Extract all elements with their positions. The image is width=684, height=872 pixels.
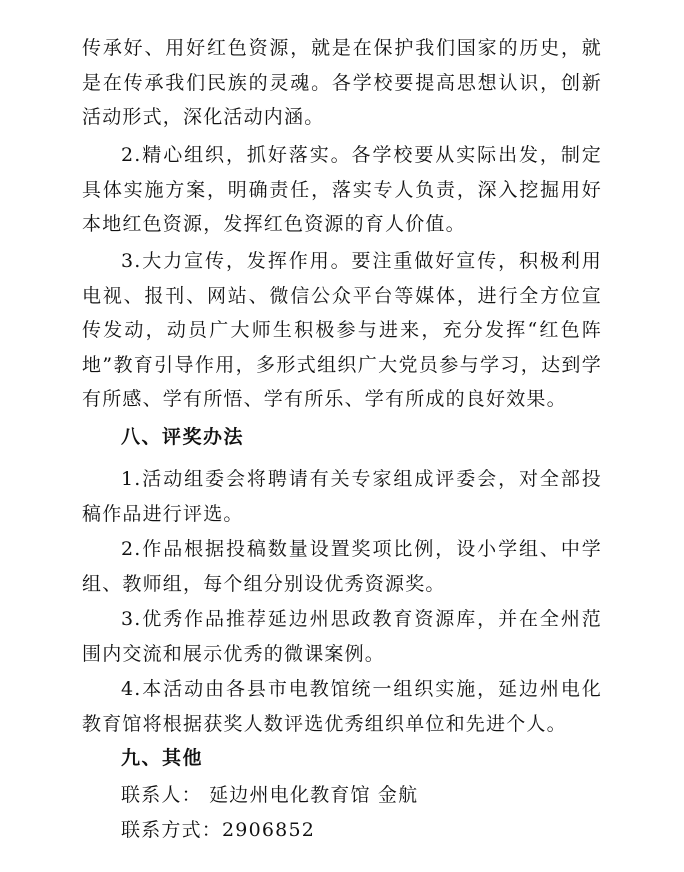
contact-person-label: 联系人： (121, 784, 202, 806)
section-8-item-4: 4.本活动由各县市电教馆统一组织实施，延边州电化教育馆将根据获奖人数评选优秀组织单位和先进个人。 (82, 678, 602, 735)
contact-person-row (121, 778, 418, 813)
contact-phone-value: 2906852 (222, 819, 316, 841)
section-9-heading: 九、其他 (121, 747, 204, 769)
section-8-item-2: 2.作品根据投稿数量设置奖项比例，设小学组、中学组、教师组，每个组分别设优秀资源奖。 (82, 538, 602, 595)
section-8-item-1: 1.活动组委会将聘请有关专家组成评委会，对全部投稿作品进行评选。 (82, 468, 602, 525)
paragraph-3: 3.大力宣传，发挥作用。要注重做好宣传，积极利用电视、报刊、网站、微信公众平台等媒体，进行全方位宣传发动，动员广大师生积极参与进来，充分发挥“红色阵地”教育引导作用，多形式组织广大党员参与学习，达到学有所感、学有所悟、学有所乐、学有所成的良好效果。 (82, 250, 602, 410)
contact-person-value: 延边州电化教育馆 金航 (209, 784, 419, 806)
contact-phone-row (121, 813, 315, 848)
section-8-heading: 八、评奖办法 (121, 426, 245, 448)
section-8-item-3: 3.优秀作品推荐延边州思政教育资源库，并在全州范围内交流和展示优秀的微课案例。 (82, 608, 602, 665)
intro-paragraph: 传承好、用好红色资源，就是在保护我们国家的历史，就是在传承我们民族的灵魂。各学校要提高思想认识，创新活动形式，深化活动内涵。 (82, 37, 602, 128)
paragraph-2: 2.精心组织，抓好落实。各学校要从实际出发，制定具体实施方案，明确责任，落实专人负责，深入挖掘用好本地红色资源，发挥红色资源的育人价值。 (82, 144, 602, 235)
contact-phone-label: 联系方式： (121, 819, 223, 841)
